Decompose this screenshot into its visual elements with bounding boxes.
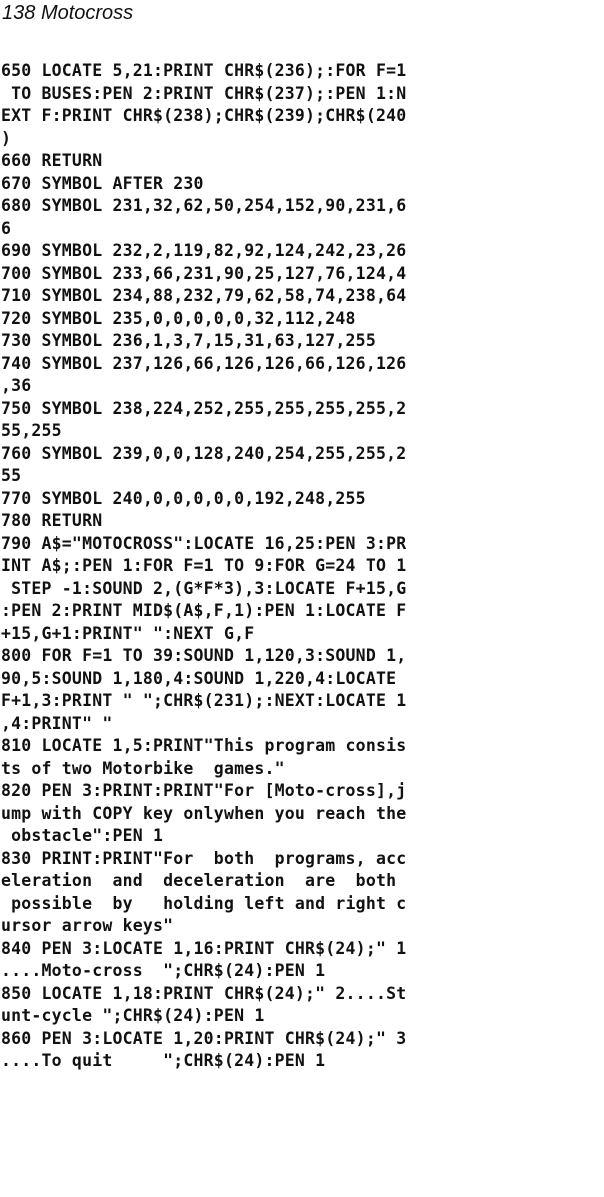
code-line: 55,255	[1, 421, 62, 440]
page-number: 138	[2, 2, 36, 24]
code-line: 800 FOR F=1 TO 39:SOUND 1,120,3:SOUND 1,	[1, 646, 407, 665]
code-line: 690 SYMBOL 232,2,119,82,92,124,242,23,26	[1, 241, 407, 260]
code-line: ump with COPY key onlywhen you reach the	[1, 803, 407, 823]
code-line: +15,G+1:PRINT" ":NEXT G,F	[1, 623, 255, 643]
code-line: 650 LOCATE 5,21:PRINT CHR$(236);:FOR F=1	[1, 61, 407, 80]
code-line: 90,5:SOUND 1,180,4:SOUND 1,220,4:LOCATE	[1, 668, 397, 688]
code-line: EXT F:PRINT CHR$(238);CHR$(239);CHR$(240	[1, 106, 407, 125]
code-line: ....To quit ";CHR$(24):PEN 1	[1, 1051, 326, 1070]
code-line: INT A$;:PEN 1:FOR F=1 TO 9:FOR G=24 TO 1	[1, 556, 407, 575]
code-line: 860 PEN 3:LOCATE 1,20:PRINT CHR$(24);" 3	[1, 1028, 407, 1048]
code-line: 700 SYMBOL 233,66,231,90,25,127,76,124,4	[1, 263, 407, 283]
running-header	[2, 1, 133, 25]
code-line: F+1,3:PRINT " ";CHR$(231);:NEXT:LOCATE 1	[1, 691, 407, 710]
code-line: 820 PEN 3:PRINT:PRINT"For [Moto-cross],j	[1, 781, 407, 800]
code-line: 55	[1, 466, 22, 485]
code-line: eleration and deceleration are both	[1, 871, 397, 890]
code-line: 770 SYMBOL 240,0,0,0,0,0,192,248,255	[1, 488, 366, 508]
code-line: )	[1, 128, 12, 148]
code-line: STEP -1:SOUND 2,(G*F*3),3:LOCATE F+15,G	[1, 578, 407, 598]
code-line: 730 SYMBOL 236,1,3,7,15,31,63,127,255	[1, 331, 376, 350]
code-line: 850 LOCATE 1,18:PRINT CHR$(24);" 2....St	[1, 983, 407, 1003]
code-line: ,36	[1, 376, 32, 395]
code-line: possible by holding left and right c	[1, 893, 407, 913]
code-line: 790 A$="MOTOCROSS":LOCATE 16,25:PEN 3:PR	[1, 533, 407, 553]
code-line: ,4:PRINT" "	[1, 713, 113, 733]
section-title: Motocross	[40, 2, 134, 24]
code-line: ursor arrow keys"	[1, 916, 174, 935]
code-line: 750 SYMBOL 238,224,252,255,255,255,255,2	[1, 398, 407, 418]
code-line: 660 RETURN	[1, 151, 103, 170]
code-line: 810 LOCATE 1,5:PRINT"This program consis	[1, 736, 407, 755]
code-line: 670 SYMBOL AFTER 230	[1, 173, 204, 193]
code-line: 710 SYMBOL 234,88,232,79,62,58,74,238,64	[1, 286, 407, 305]
code-line: 830 PRINT:PRINT"For both programs, acc	[1, 848, 407, 868]
code-line: 720 SYMBOL 235,0,0,0,0,0,32,112,248	[1, 308, 356, 328]
basic-program-listing	[1, 60, 601, 1073]
code-line: 740 SYMBOL 237,126,66,126,126,66,126,126	[1, 353, 407, 373]
code-line: 760 SYMBOL 239,0,0,128,240,254,255,255,2	[1, 443, 407, 463]
code-line: 680 SYMBOL 231,32,62,50,254,152,90,231,6	[1, 196, 407, 215]
code-line: :PEN 2:PRINT MID$(A$,F,1):PEN 1:LOCATE F	[1, 601, 407, 620]
code-line: obstacle":PEN 1	[1, 826, 164, 845]
code-line: 6	[1, 218, 12, 238]
code-line: ....Moto-cross ";CHR$(24):PEN 1	[1, 961, 326, 980]
code-line: 840 PEN 3:LOCATE 1,16:PRINT CHR$(24);" 1	[1, 938, 407, 958]
code-line: TO BUSES:PEN 2:PRINT CHR$(237);:PEN 1:N	[1, 83, 407, 103]
code-line: unt-cycle ";CHR$(24):PEN 1	[1, 1006, 265, 1025]
code-line: 780 RETURN	[1, 511, 103, 530]
code-line: ts of two Motorbike games."	[1, 758, 285, 778]
